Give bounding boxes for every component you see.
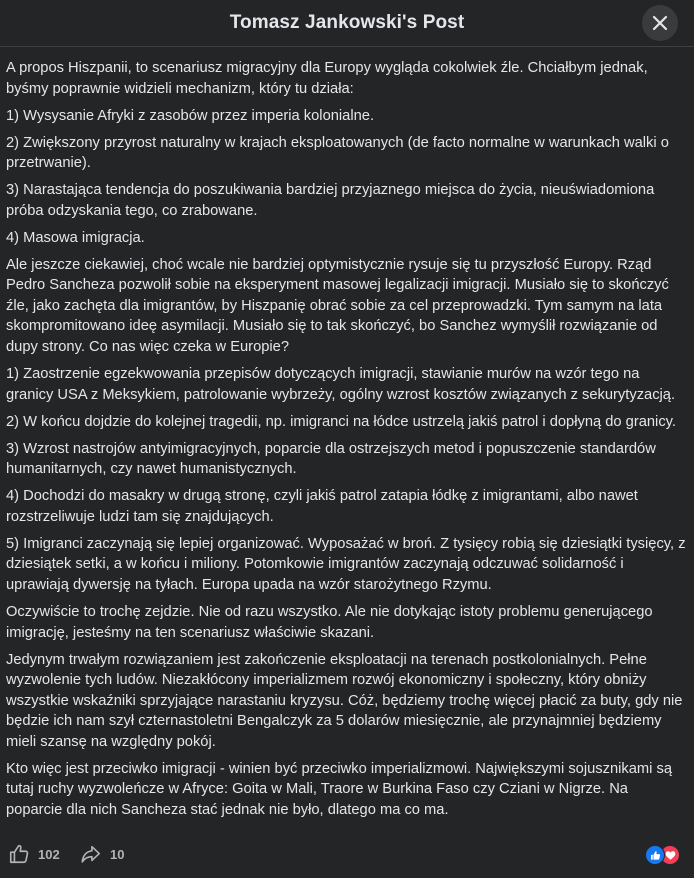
- post-paragraph: 2) W końcu dojdzie do kolejnej tragedii, np. imigranci na łódce ustrzelą jakiś patrol i dopłyną do granicy.: [6, 413, 676, 430]
- post-paragraph: 3) Narastająca tendencja do poszukiwania bardziej przyjaznego miejsca do życia, nieuświadomiona próba odzyskania tego, co zrabowane.: [6, 182, 655, 219]
- share-arrow-icon: [80, 843, 102, 865]
- like-count: 102: [38, 846, 60, 862]
- post-dialog-header: [0, 0, 694, 47]
- close-button[interactable]: [642, 5, 678, 41]
- share-button[interactable]: [80, 841, 124, 867]
- post-paragraph: 4) Dochodzi do masakry w drugą stronę, czyli jakiś patrol zatapia łódkę z imigrantami, albo nawet rozstrzeliwuje ludzi tam się znajdujących.: [6, 488, 638, 525]
- post-paragraph: Kto więc jest przeciwko imigracji - winien być przeciwko imperializmowi. Największymi sojusznikami są tutaj ruchy wyzwoleńcze w Afryce: Goita w Mali, Traore w Burkina Faso czy Cziani w Nigrze. Na poparcie dla nich Sancheza stać jednak nie było, dlatego ma co ma.: [6, 760, 673, 818]
- post-paragraph: 1) Zaostrzenie egzekwowania przepisów dotyczących imigracji, stawianie murów na wzór tego na granicy USA z Meksykiem, patrolowanie wybrzeży, ogólny wzrost kosztów związanych z sekurytyzacją.: [6, 366, 676, 403]
- post-paragraph: Ale jeszcze ciekawiej, choć wcale nie bardziej optymistycznie rysuje się tu przyszłość Europy. Rząd Pedro Sancheza pozwolił sobie na eksperyment masowej legalizacji imigracji. Musiało się to skończyć źle, jako zachęta dla imigrantów, by Hiszpanię obrać sobie za cel przeprowadzki. Tym samym na lata skompromitowano ideę asymilacji. Musiało się to tak skończyć, bo Sanchez wymyślił rozwiązanie od dupy strony. Co nas więc czeka w Europie?: [6, 256, 669, 355]
- post-paragraph: 5) Imigranci zaczynają się lepiej organizować. Wyposażać w broń. Z tysięcy robią się dziesiątki tysięcy, z dziesiątek setki, a w końcu i miliony. Potomkowie imigrantów zaczynają odczuwać solidarność i uprawiają dywersję na tyłach. Europa upada na wzór starożytnego Rzymu.: [6, 535, 686, 593]
- post-paragraph: 3) Wzrost nastrojów antyimigracyjnych, poparcie dla ostrzejszych metod i popuszczenie standardów humanitarnych, czy nawet humanistycznych.: [6, 440, 656, 478]
- post-paragraph: Oczywiście to trochę zejdzie. Nie od razu wszystko. Ale nie dotykając istoty problemu generującego imigrację, jesteśmy na ten scenariusz właściwie skazani.: [6, 604, 653, 641]
- share-count: 10: [110, 846, 125, 862]
- post-text: [6, 58, 686, 827]
- like-reaction-icon: [645, 845, 665, 865]
- post-paragraph: Jedynym trwałym rozwiązaniem jest zakończenie eksploatacji na terenach postkolonialnych. Pełne wyzwolenie tych ludów. Niezakłócony imperializmem rozwój ekonomiczny i społeczny, który obniży wszystkie wskaźniki sprzyjające narastaniu kryzysu. Cóż, będziemy trochę więcej płacić za buty, gdy nie będzie ich nam szył czternastoletni Bengalczyk za 5 dolarów miesięcznie, ale przynajmniej będziemy mieli szansę na względny pokój.: [6, 651, 683, 750]
- post-paragraph: 1) Wysysanie Afryki z zasobów przez imperia kolonialne.: [6, 107, 375, 124]
- reactions-summary[interactable]: [645, 845, 685, 865]
- post-paragraph: 2) Zwiększony przyrost naturalny w krajach eksploatowanych (de facto normalne w warunkach walki o przetrwanie).: [6, 134, 669, 172]
- post-paragraph: A propos Hiszpanii, to scenariusz migracyjny dla Europy wygląda cokolwiek źle. Chciałbym jednak, byśmy poprawnie widzieli mechanizm, który tu działa:: [6, 60, 648, 97]
- like-button[interactable]: [8, 841, 60, 867]
- thumbs-up-icon: [8, 843, 30, 865]
- post-paragraph: 4) Masowa imigracja.: [6, 229, 145, 246]
- post-actions-bar: [0, 838, 694, 872]
- dialog-title: Tomasz Jankowski's Post: [229, 12, 465, 33]
- close-icon: [652, 15, 668, 31]
